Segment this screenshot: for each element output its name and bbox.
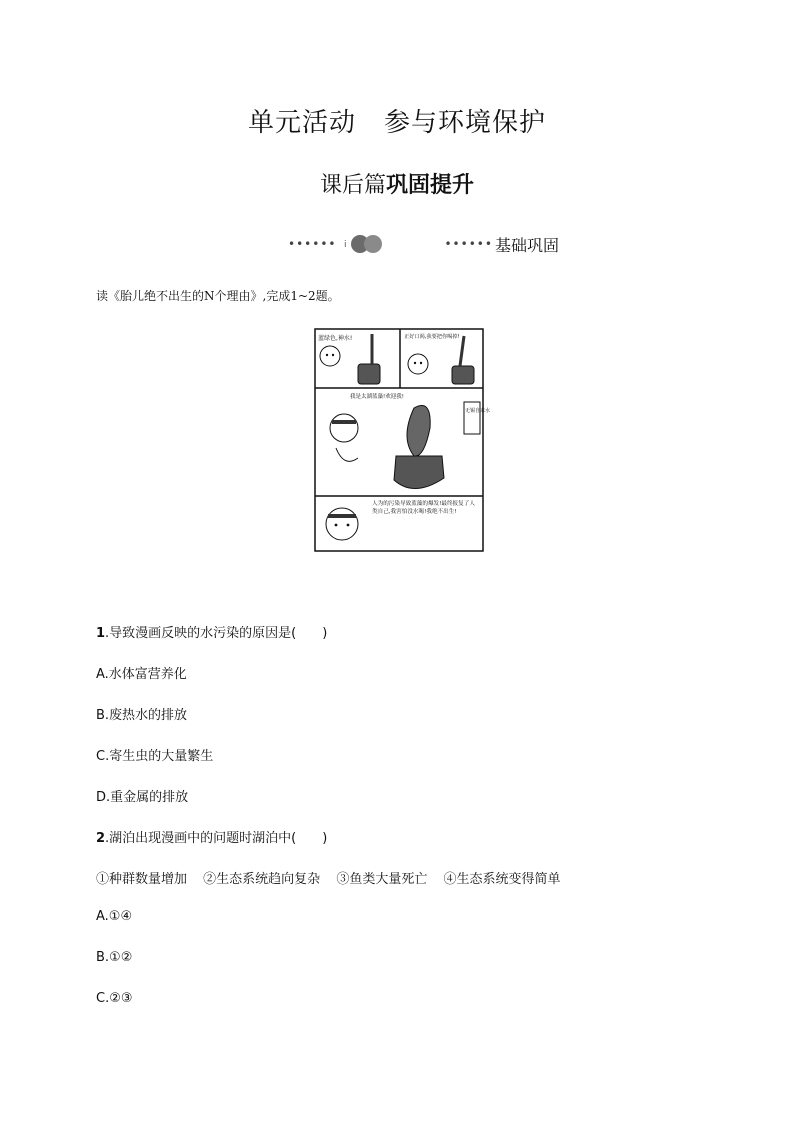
question-1-option-c: C.寄生虫的大量繁生 bbox=[96, 749, 214, 764]
question-2-option-a: A.①④ bbox=[96, 909, 133, 924]
statement-1: ①种群数量增加 bbox=[96, 872, 188, 887]
comic-panel1-text: 蓝绿色,神水! bbox=[318, 335, 353, 342]
section-heading bbox=[288, 232, 559, 256]
comic-illustration bbox=[314, 328, 491, 552]
question-1-option-a: A.水体富营养化 bbox=[96, 667, 187, 682]
question-1-option-d: D.重金属的排放 bbox=[96, 790, 189, 805]
title-part-2: 参与环境保护 bbox=[384, 108, 547, 138]
question-2-text: .湖泊出现漫画中的问题时湖泊中( ) bbox=[105, 831, 328, 846]
section-badge-icon bbox=[342, 233, 386, 255]
subtitle-bold: 巩固提升 bbox=[386, 173, 475, 198]
title-part-1: 单元活动 bbox=[247, 108, 356, 138]
subtitle-normal: 课后篇 bbox=[319, 173, 386, 198]
comic-panel3-sign: 无锡自来水 bbox=[465, 408, 491, 414]
statement-4: ④生态系统变得简单 bbox=[443, 872, 561, 887]
comic-panel4-text: 人为的污染导致蓝藻的爆发!最终报复了人类自己,我害怕没水喝!我绝不出生! bbox=[372, 501, 475, 515]
question-2-number: 2 bbox=[96, 831, 106, 846]
question-1 bbox=[96, 622, 327, 641]
question-1-number: 1 bbox=[96, 626, 106, 641]
comic-panel2-text: 正好口渴,我要把你喝掉! bbox=[404, 334, 460, 340]
dots-right: •••••• bbox=[444, 237, 493, 251]
question-2-statements bbox=[96, 868, 572, 887]
question-2 bbox=[96, 827, 327, 846]
section-label: 基础巩固 bbox=[494, 235, 559, 255]
comic-panel3-text: 我是太湖蓝藻!欢迎我! bbox=[350, 394, 404, 400]
instruction-text: 读《胎儿绝不出生的N个理由》,完成1~2题。 bbox=[96, 289, 340, 303]
dots-left: •••••• bbox=[288, 237, 337, 251]
statement-2: ②生态系统趋向复杂 bbox=[203, 872, 321, 887]
page-subtitle bbox=[0, 168, 794, 199]
statement-3: ③鱼类大量死亡 bbox=[336, 872, 428, 887]
svg-text:i: i bbox=[344, 240, 347, 250]
question-1-text: .导致漫画反映的水污染的原因是( ) bbox=[105, 626, 328, 641]
page-title bbox=[0, 102, 794, 139]
question-2-option-c: C.②③ bbox=[96, 991, 133, 1006]
question-2-option-b: B.①② bbox=[96, 950, 133, 965]
question-1-option-b: B.废热水的排放 bbox=[96, 708, 188, 723]
